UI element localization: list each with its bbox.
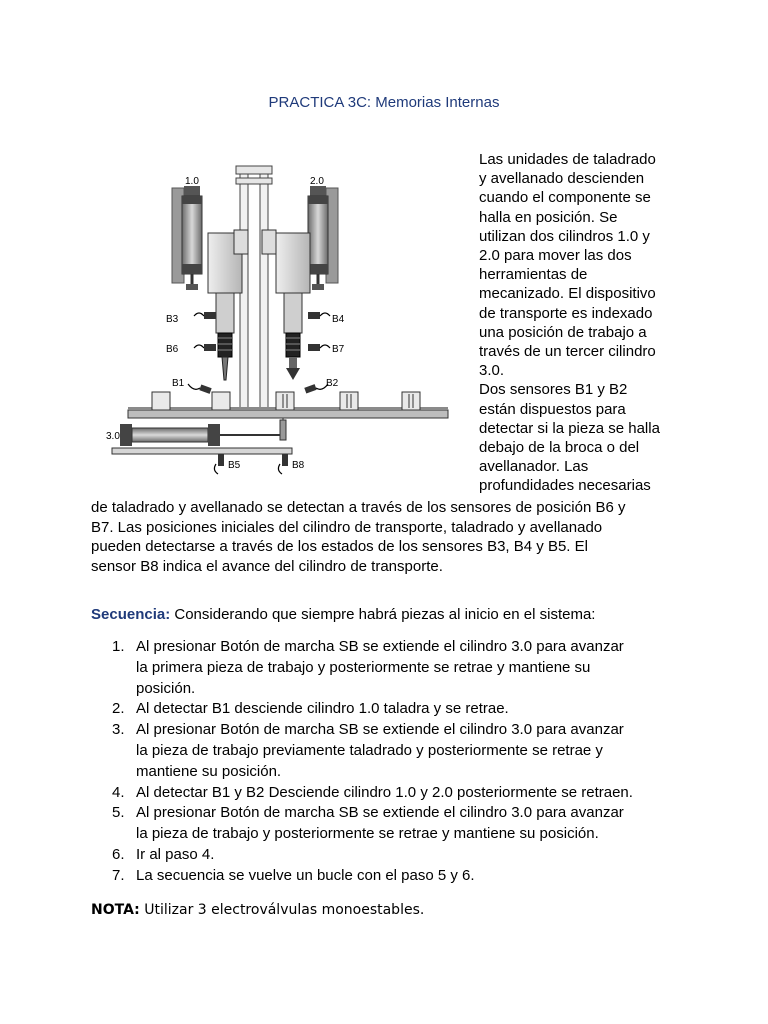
label-b6: B6	[166, 344, 179, 355]
text-line: cuando el componente se	[479, 189, 651, 207]
text-line: Las unidades de taladrado	[479, 151, 656, 168]
step-item	[112, 866, 692, 887]
step-item	[112, 637, 692, 699]
step-number: 2.	[112, 700, 125, 718]
text-line: mecanizado. El dispositivo	[479, 285, 656, 303]
cylinder-2-0	[308, 186, 328, 290]
step-item	[112, 803, 692, 845]
step-item	[112, 699, 692, 720]
guide-frame-right	[260, 168, 268, 418]
note	[91, 900, 691, 920]
step-line: posición.	[136, 679, 196, 697]
step-item	[112, 783, 692, 804]
label-cyl2: 2.0	[310, 176, 324, 187]
step-number: 1.	[112, 638, 125, 655]
text-line: detectar si la pieza se halla	[479, 419, 660, 437]
sensor-b8-icon	[278, 454, 288, 474]
note-label: NOTA:	[91, 902, 140, 918]
label-b7: B7	[332, 344, 345, 355]
text-line: avellanador. Las	[479, 458, 589, 476]
sensor-b1-icon	[188, 384, 212, 394]
sequence-label: Secuencia:	[91, 606, 171, 623]
label-b5: B5	[228, 460, 241, 471]
sensor-b5-icon	[214, 454, 224, 474]
label-b1: B1	[172, 378, 185, 389]
step-line: la pieza de trabajo y posteriormente se retrae y mantiene su posición.	[136, 825, 599, 843]
label-b2: B2	[326, 378, 339, 389]
step-line: Al presionar Botón de marcha SB se extiende el cilindro 3.0 para avanzar	[136, 721, 624, 739]
text-line: través de un tercer cilindro	[479, 343, 656, 361]
sensor-b3-icon	[194, 312, 216, 319]
step-line: Al presionar Botón de marcha SB se extiende el cilindro 3.0 para avanzar	[136, 804, 624, 822]
step-line: Al detectar B1 y B2 Desciende cilindro 1.0 y 2.0 posteriormente se retraen.	[136, 783, 633, 801]
text-line: 3.0.	[479, 362, 505, 380]
step-line: Al detectar B1 desciende cilindro 1.0 taladra y se retrae.	[136, 700, 509, 718]
text-line: y avellanado descienden	[479, 170, 645, 188]
text-line: profundidades necesarias	[479, 477, 651, 495]
text-line: 2.0 para mover las dos	[479, 247, 632, 265]
step-line: mantiene su posición.	[136, 762, 282, 780]
text-line: debajo de la broca o del	[479, 439, 640, 457]
text-line: una posición de trabajo a	[479, 323, 647, 341]
label-b4: B4	[332, 314, 345, 325]
sequence-steps	[112, 637, 692, 887]
text-line: B7. Las posiciones iniciales del cilindro de transporte, taladrado y avellanado	[91, 518, 603, 536]
sequence-intro	[91, 605, 711, 625]
step-line: La secuencia se vuelve un bucle con el paso 5 y 6.	[136, 866, 475, 884]
sensor-b6-icon	[194, 344, 216, 351]
sensor-b7-icon	[308, 344, 330, 351]
note-text: Utilizar 3 electroválvulas monoestables.	[139, 902, 425, 918]
step-line: la pieza de trabajo previamente taladrado y posteriormente se retrae y	[136, 741, 603, 759]
station-diagram	[106, 158, 474, 478]
text-line: están dispuestos para	[479, 400, 626, 418]
step-number: 4.	[112, 783, 125, 801]
sensor-b2-icon	[304, 384, 328, 394]
sequence-intro-text: Considerando que siempre habrá piezas al inicio en el sistema:	[170, 606, 596, 623]
label-b3: B3	[166, 314, 179, 325]
step-number: 5.	[112, 804, 125, 822]
cylinder-3-0	[112, 418, 292, 454]
step-line: Al presionar Botón de marcha SB se extiende el cilindro 3.0 para avanzar	[136, 638, 624, 655]
cylinder-1-0	[182, 186, 202, 290]
text-line: halla en posición. Se	[479, 208, 618, 226]
text-line: sensor B8 indica el avance del cilindro de transporte.	[91, 557, 443, 575]
text-line: utilizan dos cilindros 1.0 y	[479, 227, 650, 245]
label-b8: B8	[292, 460, 305, 471]
sensor-b4-icon	[308, 312, 330, 319]
countersink-head	[262, 230, 310, 380]
text-line: de transporte es indexado	[479, 304, 653, 322]
description-continuation	[91, 498, 691, 576]
description-wrapped	[479, 150, 704, 496]
step-number: 3.	[112, 721, 125, 739]
transport-rail	[128, 410, 448, 418]
text-line: de taladrado y avellanado se detectan a través de los sensores de posición B6 y	[91, 499, 626, 516]
step-item	[112, 720, 692, 782]
step-line: la primera pieza de trabajo y posteriormente se retrae y mantiene su	[136, 658, 591, 676]
step-number: 6.	[112, 845, 125, 863]
page-title: PRACTICA 3C: Memorias Internas	[268, 94, 500, 111]
step-line: Ir al paso 4.	[136, 845, 215, 863]
text-line: Dos sensores B1 y B2	[479, 381, 628, 399]
label-cyl1: 1.0	[185, 176, 199, 187]
text-line: pueden detectarse a través de los estados de los sensores B3, B4 y B5. El	[91, 538, 588, 555]
step-item	[112, 845, 692, 866]
text-line: herramientas de	[479, 266, 588, 284]
label-cyl3: 3.0	[106, 431, 120, 442]
step-number: 7.	[112, 866, 125, 884]
